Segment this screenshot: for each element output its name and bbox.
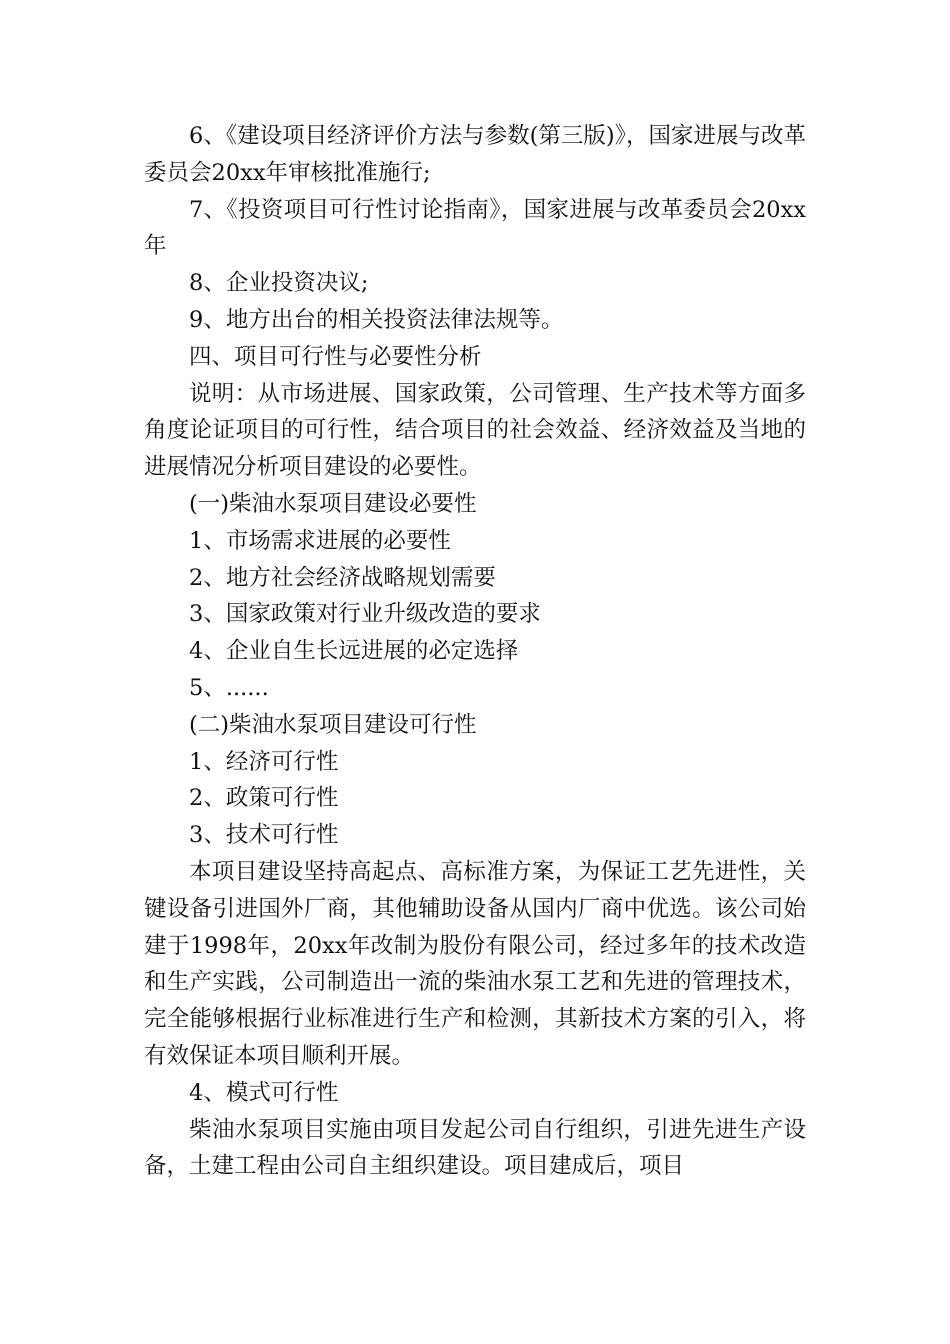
document-body [144, 118, 806, 1185]
list-item-necessity-2: 2、地方社会经济战略规划需要 [189, 564, 496, 591]
list-item-feasibility-1: 1、经济可行性 [189, 748, 339, 775]
paragraph-explanation: 说明：从市场进展、国家政策，公司管理、生产技术等方面多角度论证项目的可行性，结合项目的社会效益、经济效益及当地的进展情况分析项目建设的必要性。 [144, 380, 806, 481]
section-heading-4: 四、项目可行性与必要性分析 [189, 343, 482, 370]
paragraph-mode-feasibility: 柴油水泵项目实施由项目发起公司自行组织，引进先进生产设备，土建工程由公司自主组织建设。项目建成后，项目 [144, 1116, 806, 1180]
list-item-feasibility-4: 4、模式可行性 [189, 1079, 339, 1106]
paragraph-ref-9: 9、地方出台的相关投资法律法规等。 [189, 306, 564, 333]
subsection-heading-necessity: (一)柴油水泵项目建设必要性 [189, 490, 477, 517]
list-item-necessity-5: 5、...... [189, 674, 269, 701]
paragraph-ref-7: 7、《投资项目可行性讨论指南》，国家进展与改革委员会20xx年 [144, 196, 806, 260]
list-item-necessity-1: 1、市场需求进展的必要性 [189, 527, 451, 554]
paragraph-technical-feasibility: 本项目建设坚持高起点、高标准方案，为保证工艺先进性，关键设备引进国外厂商，其他辅助设备从国内厂商中优选。该公司始建于1998年，20xx年改制为股份有限公司，经过多年的技术改造和生产实践，公司制造出一流的柴油水泵工艺和先进的管理技术，完全能够根据行业标准进行生产和检测，其新技术方案的引入，将有效保证本项目顺利开展。 [144, 858, 806, 1069]
list-item-necessity-3: 3、国家政策对行业升级改造的要求 [189, 601, 541, 628]
paragraph-ref-6: 6、《建设项目经济评价方法与参数(第三版)》，国家进展与改革委员会20xx年审核批准施行; [144, 123, 806, 186]
list-item-feasibility-3: 3、技术可行性 [189, 822, 339, 849]
list-item-feasibility-2: 2、政策可行性 [189, 785, 339, 812]
list-item-necessity-4: 4、企业自生长远进展的必定选择 [189, 638, 519, 665]
paragraph-ref-8: 8、企业投资决议; [189, 270, 369, 297]
subsection-heading-feasibility: (二)柴油水泵项目建设可行性 [189, 711, 477, 738]
